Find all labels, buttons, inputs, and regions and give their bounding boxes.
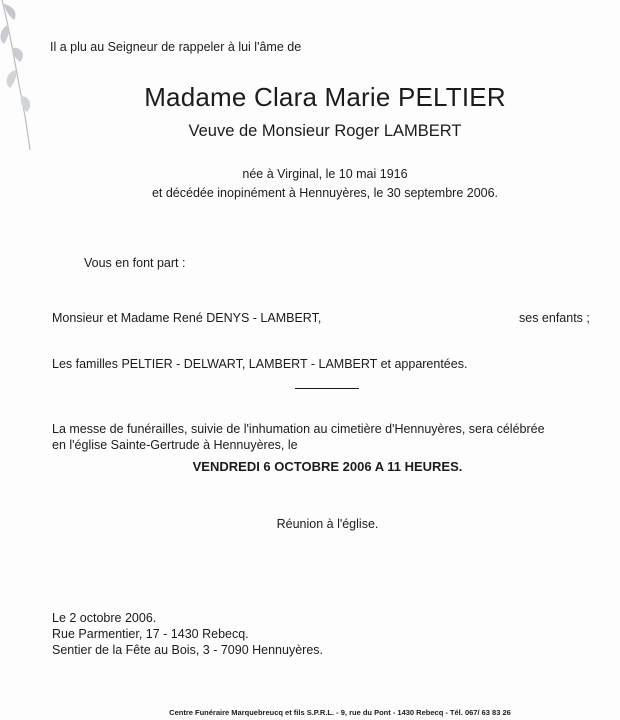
reception-text: Réunion à l'église. — [276, 517, 379, 531]
widow-of-line: Veuve de Monsieur Roger LAMBERT — [188, 122, 462, 140]
intro-text: Il a plu au Seigneur de rappeler à lui l'âme de — [50, 40, 302, 54]
announcement-text: Vous en font part : — [84, 256, 186, 270]
family-relatives: Les familles PELTIER - DELWART, LAMBERT - LAMBERT et apparentées. — [52, 357, 468, 371]
date-written: Le 2 octobre 2006. — [52, 611, 157, 625]
family-children-role: ses enfants ; — [519, 311, 590, 325]
deceased-name: Madame Clara Marie PELTIER — [144, 82, 506, 112]
address-line-1: Rue Parmentier, 17 - 1430 Rebecq. — [52, 627, 249, 641]
birth-line: née à Virginal, le 10 mai 1916 — [242, 167, 408, 181]
mass-date: VENDREDI 6 OCTOBRE 2006 A 11 HEURES. — [192, 459, 463, 474]
family-children-names: Monsieur et Madame René DENYS - LAMBERT, — [52, 311, 322, 325]
death-line: et décédée inopinément à Hennuyères, le 30 septembre 2006. — [151, 186, 499, 200]
mass-line-1: La messe de funérailles, suivie de l'inhumation au cimetière d'Hennuyères, sera célébrée — [52, 422, 545, 436]
funeral-home-footer: Centre Funéraire Marquebreucq et fils S.P.R.L. - 9, rue du Pont - 1430 Rebecq - Tél. 067/ 63 83 26 — [169, 708, 511, 717]
address-line-2: Sentier de la Fête au Bois, 3 - 7090 Hennuyères. — [52, 643, 323, 657]
divider — [295, 388, 359, 389]
mass-line-2: en l'église Sainte-Gertrude à Hennuyères, le — [52, 438, 298, 452]
